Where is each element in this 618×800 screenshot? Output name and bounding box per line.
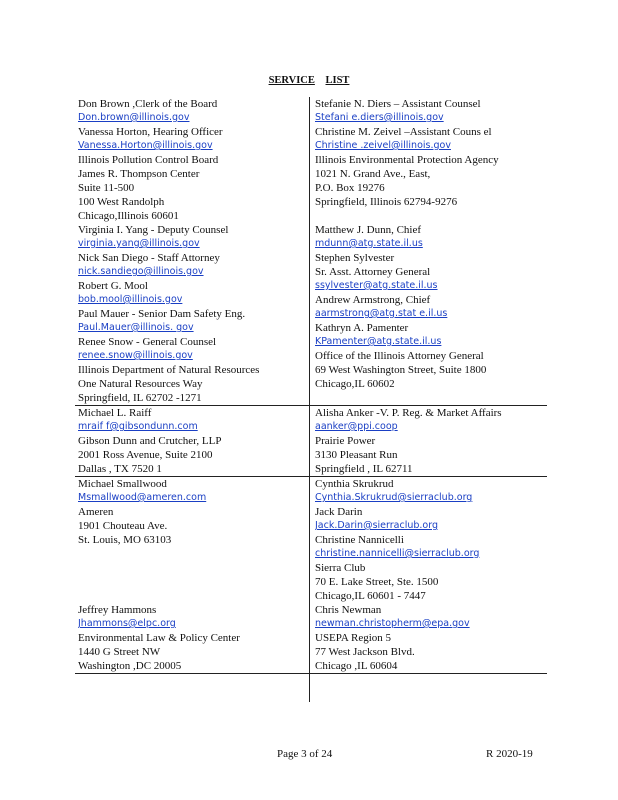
page-number: Page 3 of 24 <box>277 748 333 760</box>
text-line: Illinois Pollution Control Board <box>78 154 219 166</box>
text-line: 1901 Chouteau Ave. <box>78 520 168 532</box>
title-service: SERVICE <box>268 75 315 86</box>
text-line: Sr. Asst. Attorney General <box>315 266 431 278</box>
table-row <box>75 477 547 674</box>
text-line: Matthew J. Dunn, Chief <box>315 224 422 236</box>
right-cell <box>310 97 545 405</box>
docket-number: R 2020-19 <box>486 748 533 760</box>
text-line: Christine Nannicelli <box>315 534 404 546</box>
text-line: Cynthia Skrukrud <box>315 478 394 490</box>
text-line: 70 E. Lake Street, Ste. 1500 <box>315 576 439 588</box>
text-line: 1440 G Street NW <box>78 646 161 658</box>
text-line: Suite 11-500 <box>78 182 135 194</box>
text-line: Michael Smallwood <box>78 478 167 490</box>
text-line: Robert G. Mool <box>78 280 148 292</box>
text-line: Dallas , TX 7520 1 <box>78 463 162 475</box>
text-line: Springfield, IL 62702 -1271 <box>78 392 202 404</box>
text-line: Office of the Illinois Attorney General <box>315 350 484 362</box>
text-line: Christine M. Zeivel –Assistant Couns el <box>315 126 492 138</box>
text-line: Stephen Sylvester <box>315 252 395 264</box>
text-line: Chicago ,IL 60604 <box>315 660 398 672</box>
text-line: Andrew Armstrong, Chief <box>315 294 431 306</box>
text-line: P.O. Box 19276 <box>315 182 385 194</box>
text-line: Illinois Department of Natural Resources <box>78 364 260 376</box>
text-line: 77 West Jackson Blvd. <box>315 646 415 658</box>
email-link[interactable]: bob.mool@illinois.gov <box>78 294 183 305</box>
text-line: Chicago,IL 60601 - 7447 <box>315 590 426 602</box>
text-line: Gibson Dunn and Crutcher, LLP <box>78 435 222 447</box>
text-line: Don Brown ,Clerk of the Board <box>78 98 218 110</box>
title-list: LIST <box>325 75 350 86</box>
email-link[interactable]: Jhammons@elpc.org <box>78 618 176 629</box>
text-line: 100 West Randolph <box>78 196 165 208</box>
email-link[interactable]: mdunn@atg.state.il.us <box>315 238 423 249</box>
text-line: Jack Darin <box>315 506 363 518</box>
email-link[interactable]: aanker@ppi.coop <box>315 421 398 432</box>
email-link[interactable]: Stefani e.diers@illinois.gov <box>315 112 444 123</box>
text-line: Chicago,IL 60602 <box>315 378 395 390</box>
text-line: Virginia I. Yang - Deputy Counsel <box>78 224 229 236</box>
email-link[interactable]: mraif f@gibsondunn.com <box>78 421 198 432</box>
text-line: One Natural Resources Way <box>78 378 203 390</box>
email-link[interactable]: Cynthia.Skrukrud@sierraclub.org <box>315 492 473 503</box>
email-link[interactable]: aarmstrong@atg.stat e.il.us <box>315 308 448 319</box>
text-line: 2001 Ross Avenue, Suite 2100 <box>78 449 213 461</box>
text-line: Chris Newman <box>315 604 382 616</box>
text-line: St. Louis, MO 63103 <box>78 534 172 546</box>
table-row <box>75 674 547 702</box>
email-link[interactable]: Paul.Mauer@illinois. gov <box>78 322 194 333</box>
blank-line <box>315 688 545 702</box>
blank-line <box>315 674 545 688</box>
text-line: Chicago,Illinois 60601 <box>78 210 179 222</box>
text-line: Michael L. Raiff <box>78 407 152 419</box>
text-line: 1021 N. Grand Ave., East, <box>315 168 431 180</box>
text-line: Illinois Environmental Protection Agency <box>315 154 499 166</box>
text-line: Ameren <box>78 506 114 518</box>
text-line: Sierra Club <box>315 562 366 574</box>
text-line: USEPA Region 5 <box>315 632 392 644</box>
service-list-table <box>75 97 547 702</box>
left-cell <box>75 477 310 673</box>
email-link[interactable]: renee.snow@illinois.gov <box>78 350 193 361</box>
text-line: Renee Snow - General Counsel <box>78 336 217 348</box>
text-line: Springfield , IL 62711 <box>315 463 413 475</box>
email-link[interactable]: newman.christopherm@epa.gov <box>315 618 470 629</box>
email-link[interactable]: Christine .zeivel@illinois.gov <box>315 140 451 151</box>
text-line: 69 West Washington Street, Suite 1800 <box>315 364 487 376</box>
blank-line <box>78 589 309 603</box>
text-line: Alisha Anker -V. P. Reg. & Market Affairs <box>315 407 502 419</box>
email-link[interactable]: nick.sandiego@illinois.gov <box>78 266 204 277</box>
right-cell <box>310 477 545 673</box>
text-line: Paul Mauer - Senior Dam Safety Eng. <box>78 308 246 320</box>
table-row <box>75 97 547 406</box>
blank-line <box>78 547 309 561</box>
email-link[interactable]: christine.nannicelli@sierraclub.org <box>315 548 480 559</box>
text-line: Jeffrey Hammons <box>78 604 157 616</box>
text-line: Springfield, Illinois 62794-9276 <box>315 196 458 208</box>
text-line: Kathryn A. Pamenter <box>315 322 409 334</box>
blank-line <box>78 688 309 702</box>
email-link[interactable]: KPamenter@atg.state.il.us <box>315 336 442 347</box>
email-link[interactable]: virginia.yang@illinois.gov <box>78 238 200 249</box>
table-row <box>75 406 547 477</box>
left-cell <box>75 406 310 476</box>
blank-line <box>315 209 545 223</box>
email-link[interactable]: Jack.Darin@sierraclub.org <box>315 520 438 531</box>
right-cell <box>310 406 545 476</box>
text-line: Nick San Diego - Staff Attorney <box>78 252 220 264</box>
email-link[interactable]: ssylvester@atg.state.il.us <box>315 280 438 291</box>
text-line: James R. Thompson Center <box>78 168 200 180</box>
email-link[interactable]: Msmallwood@ameren.com <box>78 492 207 503</box>
text-line: 3130 Pleasant Run <box>315 449 398 461</box>
blank-line <box>78 561 309 575</box>
right-cell <box>310 674 545 702</box>
text-line: Washington ,DC 20005 <box>78 660 182 672</box>
left-cell <box>75 674 310 702</box>
left-cell <box>75 97 310 405</box>
page-title <box>0 75 618 86</box>
blank-line <box>315 391 545 405</box>
text-line: Stefanie N. Diers – Assistant Counsel <box>315 98 481 110</box>
text-line: Vanessa Horton, Hearing Officer <box>78 126 223 138</box>
text-line: Prairie Power <box>315 435 376 447</box>
text-line: Environmental Law & Policy Center <box>78 632 240 644</box>
email-link[interactable]: Vanessa.Horton@illinois.gov <box>78 140 213 151</box>
email-link[interactable]: Don.brown@illinois.gov <box>78 112 190 123</box>
blank-line <box>78 575 309 589</box>
blank-line <box>78 674 309 688</box>
